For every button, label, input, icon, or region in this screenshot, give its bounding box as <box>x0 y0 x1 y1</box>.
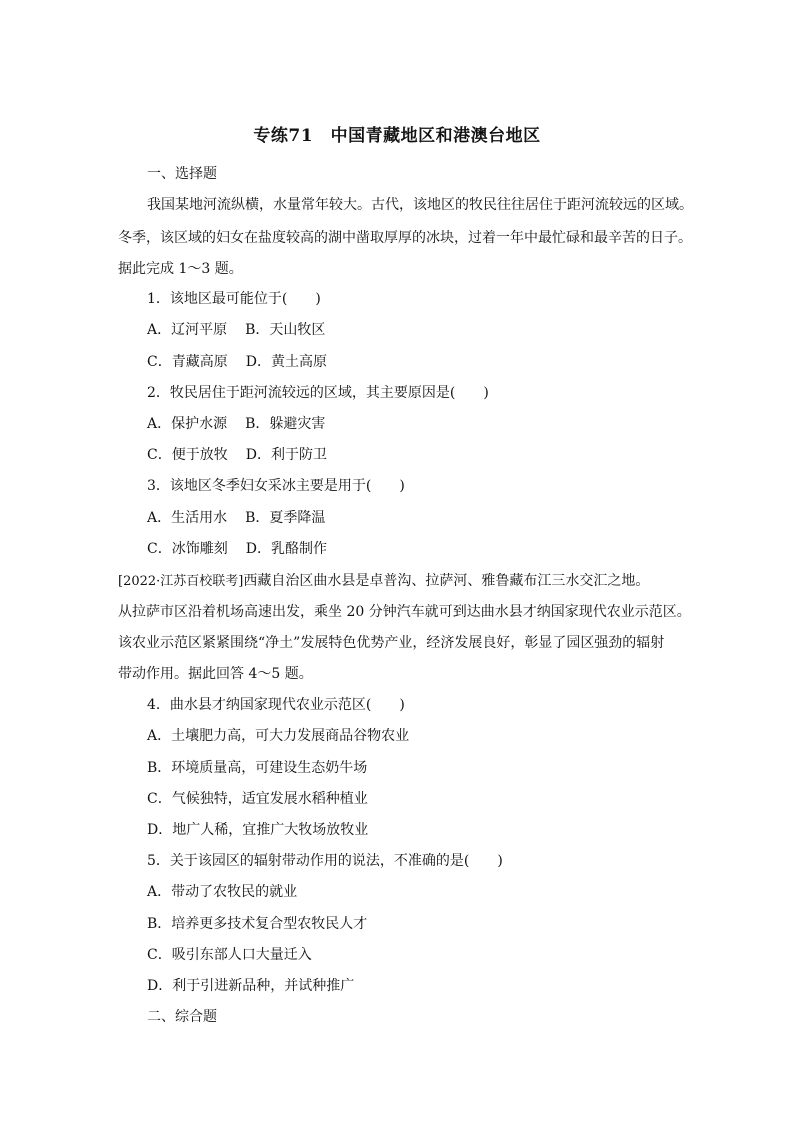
page-title: 专练71 中国青藏地区和港澳台地区 <box>253 126 541 146</box>
material-1-line-1: 我国某地河流纵横，水量常年较大。古代，该地区的牧民往往居住于距河流较远的区域。 <box>147 197 693 213</box>
option-c: C．冰饰雕刻 <box>147 541 228 557</box>
option-d: D．乳酪制作 <box>245 541 327 557</box>
question-2-options-row-2 <box>147 445 327 465</box>
material-1-line-2: 冬季，该区域的妇女在盐度较高的湖中凿取厚厚的冰块，过着一年中最忙碌和最辛苦的日子。 <box>118 230 692 246</box>
option-b: B．躲避灾害 <box>245 416 326 432</box>
question-4-option-a: A．土壤肥力高，可大力发展商品谷物农业 <box>147 728 410 744</box>
question-3-stem: 3．该地区冬季妇女采冰主要是用于( ) <box>147 478 405 494</box>
question-4-stem: 4．曲水县才纳国家现代农业示范区( ) <box>147 697 405 713</box>
option-a: A．生活用水 <box>147 510 228 526</box>
question-1-options-row-2 <box>147 352 327 372</box>
question-4-option-d: D．地广人稀，宜推广大牧场放牧业 <box>147 822 369 838</box>
option-b: B．夏季降温 <box>245 510 326 526</box>
option-a: A．辽河平原 <box>147 322 228 338</box>
question-3-options-row-2 <box>147 539 327 559</box>
question-1-stem: 1．该地区最可能位于( ) <box>147 291 321 307</box>
section-heading-comprehensive: 二、综合题 <box>147 1009 217 1025</box>
question-3-options-row-1 <box>147 508 325 528</box>
question-5-option-b: B．培养更多技术复合型农牧民人才 <box>147 916 368 932</box>
material-2-line-1 <box>118 571 649 592</box>
question-5-option-c: C．吸引东部人口大量迁入 <box>147 947 312 963</box>
question-2-stem: 2．牧民居住于距河流较远的区域，其主要原因是( ) <box>147 385 489 401</box>
option-b: B．天山牧区 <box>245 322 326 338</box>
question-5-option-d: D．利于引进新品种，并试种推广 <box>147 978 355 994</box>
question-4-option-b: B．环境质量高，可建设生态奶牛场 <box>147 760 368 776</box>
question-1-options-row-1 <box>147 320 325 340</box>
material-2-line-2: 从拉萨市区沿着机场高速出发，乘坐 20 分钟汽车就可到达曲水县才纳国家现代农业示范区。 <box>118 604 691 620</box>
material-1-line-3: 据此完成 1～3 题。 <box>118 261 243 277</box>
question-5-stem: 5．关于该园区的辐射带动作用的说法，不准确的是( ) <box>147 853 503 869</box>
option-c: C．便于放牧 <box>147 447 228 463</box>
option-d: D．黄土高原 <box>245 354 327 370</box>
material-2-line-3: 该农业示范区紧紧围绕“净土”发展特色优势产业，经济发展良好，彰显了园区强劲的辐射 <box>118 635 665 651</box>
option-a: A．保护水源 <box>147 416 228 432</box>
question-5-option-a: A．带动了农牧民的就业 <box>147 884 298 900</box>
question-4-option-c: C．气候独特，适宜发展水稻种植业 <box>147 791 368 807</box>
material-2-line-4: 带动作用。据此回答 4～5 题。 <box>118 666 313 682</box>
question-2-options-row-1 <box>147 414 325 434</box>
option-c: C．青藏高原 <box>147 354 228 370</box>
section-heading-choice: 一、选择题 <box>147 166 217 182</box>
material-2-text-1: 西藏自治区曲水县是卓普沟、拉萨河、雅鲁藏布江三水交汇之地。 <box>243 573 650 589</box>
option-d: D．利于防卫 <box>245 447 327 463</box>
source-citation: [2022·江苏百校联考] <box>118 574 244 589</box>
